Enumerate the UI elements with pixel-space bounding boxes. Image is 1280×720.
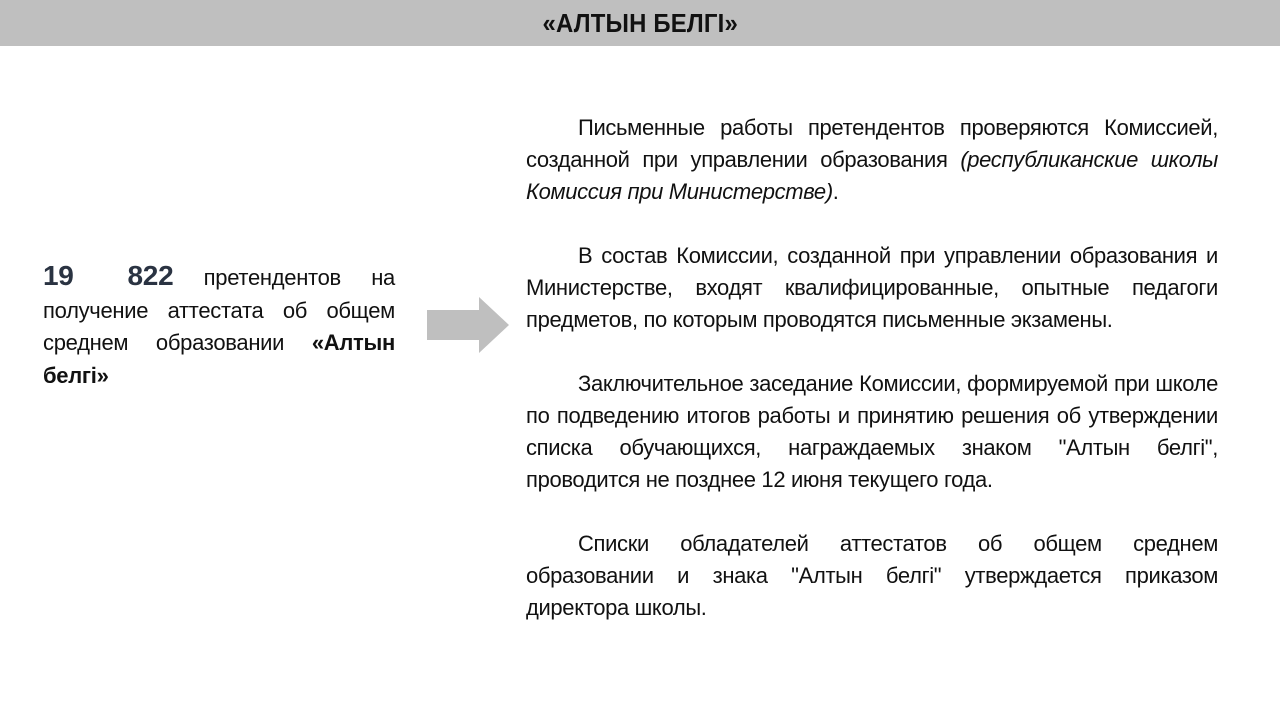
paragraph-commission-check-text: Письменные работы претендентов проверяются Комиссией, созданной при управлении образования — [526, 115, 1218, 172]
paragraph-commission-members: В состав Комиссии, созданной при управлении образования и Министерстве, входят квалифицированные, опытные педагоги предметов, по которым проводятся письменные экзамены. — [526, 243, 1218, 332]
title-bar — [0, 0, 1280, 46]
candidates-summary — [43, 260, 395, 392]
right-arrow-icon — [427, 297, 509, 353]
rules-text — [526, 112, 1218, 624]
award-name: «Алтын белгі» — [43, 330, 395, 388]
paragraph-commission-check-note: (республиканские школы Комиссия при Министерстве) — [526, 147, 1219, 204]
paragraph-commission-check-end: . — [832, 179, 839, 204]
candidates-count: 19 822 — [43, 260, 174, 291]
paragraph-approval-lists: Списки обладателей аттестатов об общем среднем образовании и знака "Алтын белгі" утверждается приказом директора школы. — [526, 531, 1218, 620]
paragraph-commission-check — [526, 112, 1218, 208]
candidates-description: претендентов на получение аттестата об общем среднем образовании — [43, 265, 395, 355]
paragraph-final-meeting: Заключительное заседание Комиссии, формируемой при школе по подведению итогов работы и принятию решения об утверждении списка обучающихся, награждаемых знаком "Алтын белгі", проводится не позднее 12 июня текущего года. — [526, 371, 1218, 492]
page-title: «АЛТЫН БЕЛГІ» — [542, 7, 738, 38]
